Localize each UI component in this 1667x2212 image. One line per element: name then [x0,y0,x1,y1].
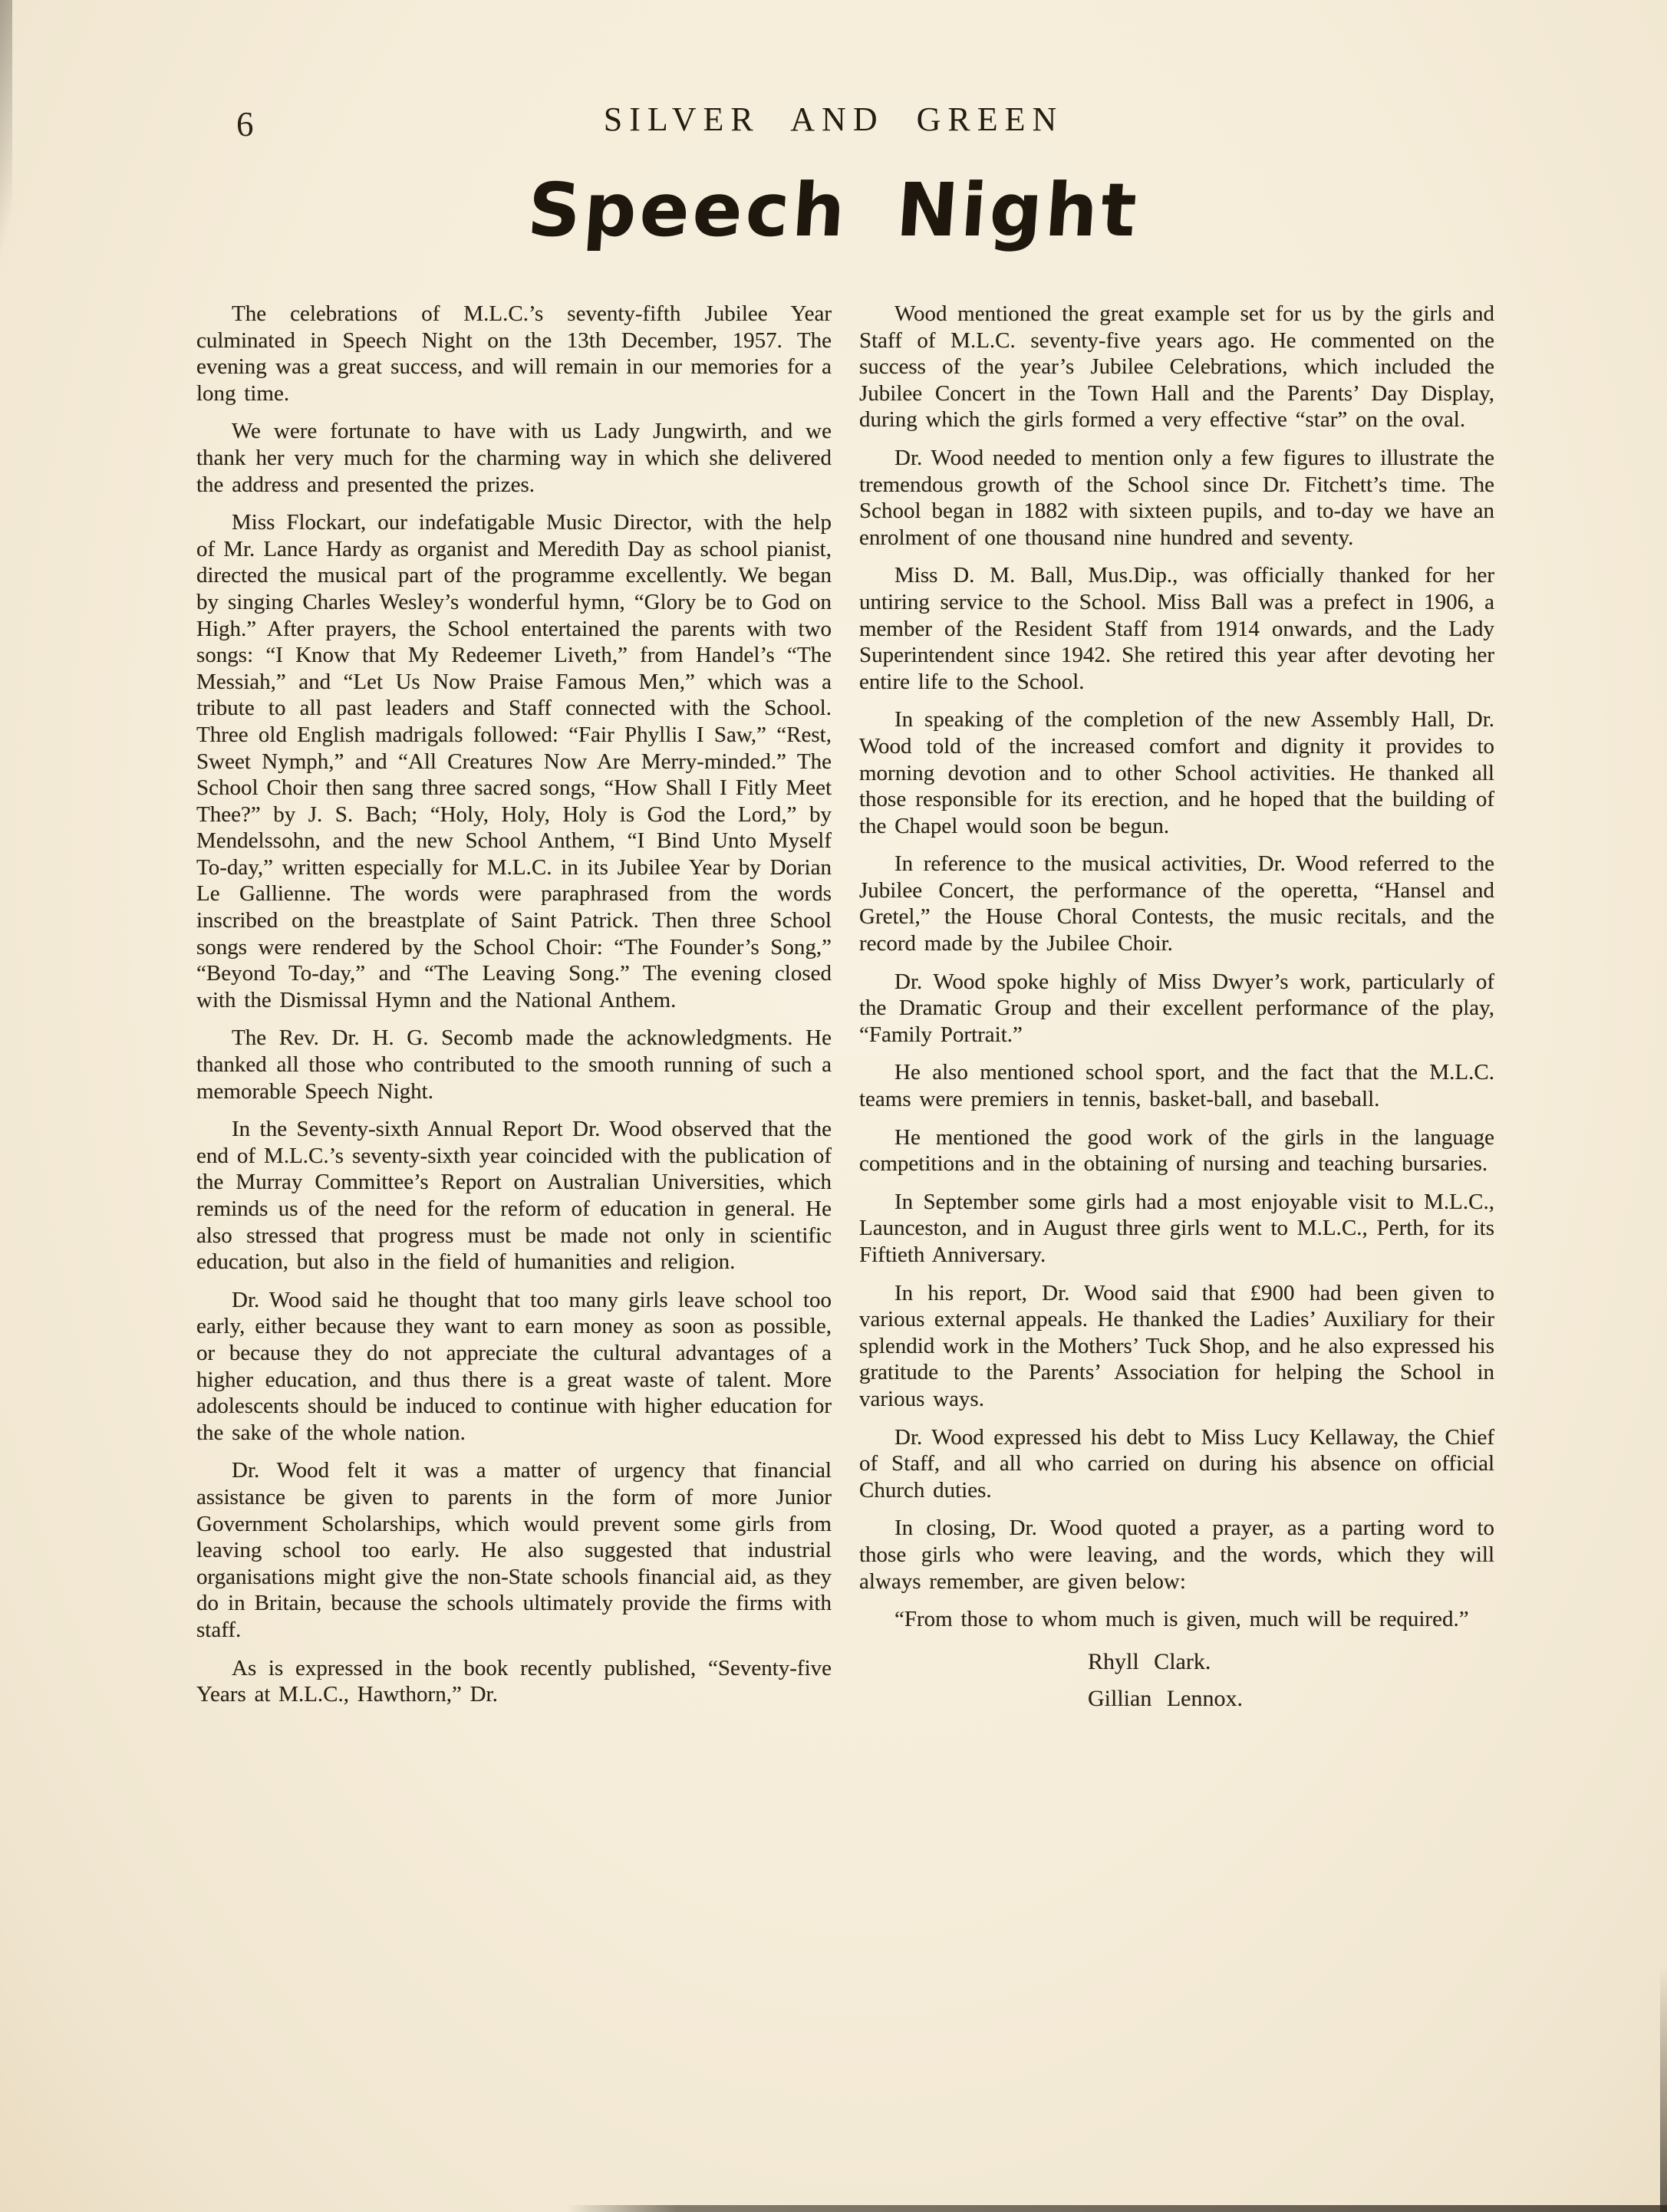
paragraph: As is expressed in the book recently published, “Seventy-five Years at M.L.C., Hawthorn,” Dr. [196,1655,832,1707]
paragraph: Dr. Wood said he thought that too many girls leave school too early, either because they want to earn money as soon as possible, or because they do not appreciate the cultural advantages of a higher education, and thus there is a great waste of talent. More adolescents should be induced to continue with higher education for the sake of the whole nation. [196,1287,832,1445]
paragraph: He mentioned the good work of the girls in the language competitions and in the obtaining of nursing and teaching bursaries. [859,1124,1494,1177]
paragraph: The celebrations of M.L.C.’s seventy-fifth Jubilee Year culminated in Speech Night on the 13th December, 1957. The evening was a great success, and will remain in our memories for a long time. [196,301,832,406]
article-body [196,301,1494,1722]
signatures [1088,1648,1243,1713]
paragraph: Dr. Wood needed to mention only a few figures to illustrate the tremendous growth of the School since Dr. Fitchett’s time. The School began in 1882 with sixteen pupils, and to-day we have an enrolment of one thousand nine hundred and seventy. [859,445,1494,550]
paragraph: In September some girls had a most enjoyable visit to M.L.C., Launceston, and in August three girls went to M.L.C., Perth, for its Fiftieth Anniversary. [859,1189,1494,1267]
signature-line: Gillian Lennox. [1088,1685,1243,1711]
paragraph: The Rev. Dr. H. G. Secomb made the acknowledgments. He thanked all those who contributed to the smooth running of such a memorable Speech Night. [196,1025,832,1104]
paragraph: Dr. Wood expressed his debt to Miss Lucy Kellaway, the Chief of Staff, and all who carried on during his absence on official Church duties. [859,1424,1494,1503]
masthead-title: SILVER AND GREEN [603,100,1064,138]
signature-line: Rhyll Clark. [1088,1648,1211,1674]
paragraph: We were fortunate to have with us Lady Jungwirth, and we thank her very much for the charming way in which she delivered the address and presented the prizes. [196,419,832,497]
paragraph: In reference to the musical activities, Dr. Wood referred to the Jubilee Concert, the performance of the operetta, “Hansel and Gretel,” the House Choral Contests, the music recitals, and the record made by the Jubilee Choir. [859,851,1494,956]
page-header [0,100,1667,146]
paragraph: In his report, Dr. Wood said that £900 had been given to various external appeals. He thanked the Ladies’ Auxiliary for their splendid work in the Mothers’ Tuck Shop, and he also expressed his gratitude to the Parents’ Association for helping the School in various ways. [859,1280,1494,1411]
paragraph: “From those to whom much is given, much will be required.” [894,1607,1469,1632]
paragraph: Dr. Wood spoke highly of Miss Dwyer’s work, particularly of the Dramatic Group and their excellent performance of the play, “Family Portrait.” [859,969,1494,1047]
left-column [196,301,832,1722]
article-title: Speech Night [525,167,1142,253]
scan-edge-top-left [0,0,12,330]
right-column [859,301,1494,1722]
paragraph: Dr. Wood felt it was a matter of urgency that financial assistance be given to parents in the form of more Junior Government Scholarships, which would prevent some girls from leaving school too early. He also suggested that industrial organisations might give the non-State schools financial aid, as they do in Britain, because the schools ultimately provide the firms with staff. [196,1458,832,1642]
scan-edge-bottom [567,2205,1667,2212]
page-number: 6 [236,105,255,143]
paragraph: In closing, Dr. Wood quoted a prayer, as a parting word to those girls who were leaving, and the words, which they will always remember, are given below: [859,1516,1494,1594]
paragraph: Wood mentioned the great example set for us by the girls and Staff of M.L.C. seventy-five years ago. He commented on the success of the year’s Jubilee Celebrations, which included the Jubilee Concert in the Town Hall and the Parents’ Day Display, during which the girls formed a very effective “star” on the oval. [859,301,1494,433]
paragraph: In the Seventy-sixth Annual Report Dr. Wood observed that the end of M.L.C.’s seventy-sixth year coincided with the publication of the Murray Committee’s Report on Australian Universities, which reminds us of the need for the reform of education in general. He also stressed that progress must be made not only in scientific education, but also in the field of humanities and religion. [196,1117,832,1275]
paragraph: He also mentioned school sport, and the fact that the M.L.C. teams were premiers in tennis, basket-ball, and baseball. [859,1060,1494,1112]
right-column-paragraphs [859,301,1494,1633]
scan-edge-right [1660,1967,1667,2212]
paragraph: Miss D. M. Ball, Mus.Dip., was officially thanked for her untiring service to the School. Miss Ball was a prefect in 1906, a member of the Resident Staff from 1914 onwards, and the Lady Superintendent since 1942. She retired this year after devoting her entire life to the School. [859,563,1494,694]
paragraph: Miss Flockart, our indefatigable Music Director, with the help of Mr. Lance Hardy as organist and Meredith Day as school pianist, directed the musical part of the programme excellently. We began by singing Charles Wesley’s wonderful hymn, “Glory be to God on High.” After prayers, the School entertained the parents with two songs: “I Know that My Redeemer Liveth,” from Handel’s “The Messiah,” and “Let Us Now Praise Famous Men,” which was a tribute to all past leaders and Staff connected with the School. Three old English madrigals followed: “Fair Phyllis I Saw,” “Rest, Sweet Nymph,” and “All Creatures Now Are Merry-minded.” The School Choir then sang three sacred songs, “How Shall I Fitly Meet Thee?” by J. S. Bach; “Holy, Holy, Holy is God the Lord,” by Mendelssohn, and the new School Anthem, “I Bind Unto Myself To-day,” written especially for M.L.C. in its Jubilee Year by Dorian Le Gallienne. The words were paraphrased from the words inscribed on the breastplate of Saint Patrick. Then three School songs were rendered by the School Choir: “The Founder’s Song,” “Beyond To-day,” and “The Leaving Song.” The evening closed with the Dismissal Hymn and the National Anthem. [196,510,832,1012]
paragraph: In speaking of the completion of the new Assembly Hall, Dr. Wood told of the increased comfort and dignity it provides to morning devotion and to other School activities. He thanked all those responsible for its erection, and he hoped that the building of the Chapel would soon be begun. [859,707,1494,838]
